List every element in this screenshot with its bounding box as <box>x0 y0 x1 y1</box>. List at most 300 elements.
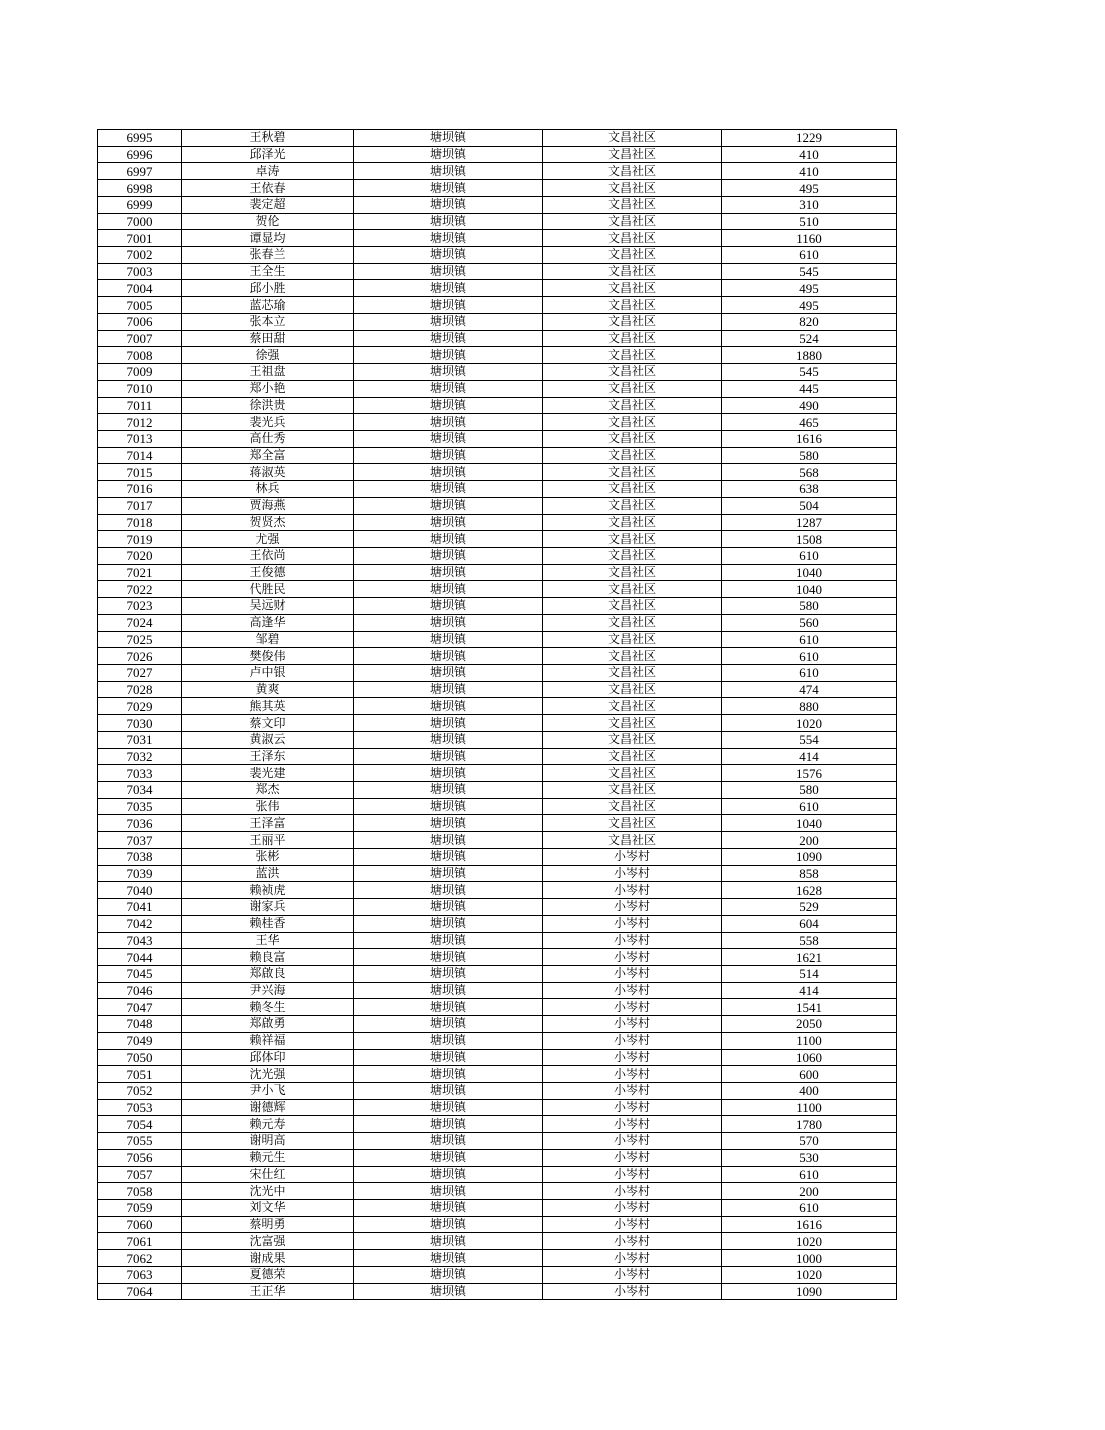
amount-cell: 545 <box>722 263 897 280</box>
name-cell: 郑小艳 <box>182 380 354 397</box>
row-number-cell: 7044 <box>98 949 182 966</box>
town-cell: 塘坝镇 <box>354 130 543 147</box>
amount-cell: 504 <box>722 497 897 514</box>
row-number-cell: 7050 <box>98 1049 182 1066</box>
community-cell: 小岑村 <box>543 848 722 865</box>
row-number-cell: 6996 <box>98 146 182 163</box>
table-row <box>98 598 897 615</box>
town-cell: 塘坝镇 <box>354 531 543 548</box>
amount-cell: 1780 <box>722 1116 897 1133</box>
row-number-cell: 7047 <box>98 999 182 1016</box>
row-number-cell: 7062 <box>98 1250 182 1267</box>
name-cell: 蒋淑英 <box>182 464 354 481</box>
name-cell: 蔡文印 <box>182 715 354 732</box>
town-cell: 塘坝镇 <box>354 1082 543 1099</box>
name-cell: 王全生 <box>182 263 354 280</box>
community-cell: 小岑村 <box>543 965 722 982</box>
town-cell: 塘坝镇 <box>354 497 543 514</box>
table-row <box>98 414 897 431</box>
table-row <box>98 1166 897 1183</box>
town-cell: 塘坝镇 <box>354 1216 543 1233</box>
row-number-cell: 7019 <box>98 531 182 548</box>
community-cell: 文昌社区 <box>543 598 722 615</box>
row-number-cell: 7000 <box>98 213 182 230</box>
name-cell: 樊俊伟 <box>182 648 354 665</box>
table-row <box>98 1099 897 1116</box>
community-cell: 文昌社区 <box>543 380 722 397</box>
name-cell: 赖冬生 <box>182 999 354 1016</box>
community-cell: 文昌社区 <box>543 297 722 314</box>
community-cell: 文昌社区 <box>543 748 722 765</box>
town-cell: 塘坝镇 <box>354 1032 543 1049</box>
community-cell: 文昌社区 <box>543 832 722 849</box>
community-cell: 小岑村 <box>543 1216 722 1233</box>
community-cell: 小岑村 <box>543 1183 722 1200</box>
row-number-cell: 7007 <box>98 330 182 347</box>
row-number-cell: 7023 <box>98 598 182 615</box>
community-cell: 文昌社区 <box>543 163 722 180</box>
amount-cell: 858 <box>722 865 897 882</box>
name-cell: 谢明高 <box>182 1133 354 1150</box>
name-cell: 邱小胜 <box>182 280 354 297</box>
table-row <box>98 1049 897 1066</box>
amount-cell: 410 <box>722 146 897 163</box>
row-number-cell: 7030 <box>98 715 182 732</box>
amount-cell: 580 <box>722 782 897 799</box>
town-cell: 塘坝镇 <box>354 1133 543 1150</box>
row-number-cell: 7058 <box>98 1183 182 1200</box>
table-row <box>98 614 897 631</box>
amount-cell: 604 <box>722 915 897 932</box>
name-cell: 熊其英 <box>182 698 354 715</box>
name-cell: 谢成果 <box>182 1250 354 1267</box>
table-row <box>98 213 897 230</box>
town-cell: 塘坝镇 <box>354 280 543 297</box>
community-cell: 文昌社区 <box>543 614 722 631</box>
name-cell: 郑杰 <box>182 782 354 799</box>
town-cell: 塘坝镇 <box>354 765 543 782</box>
community-cell: 文昌社区 <box>543 648 722 665</box>
community-cell: 文昌社区 <box>543 130 722 147</box>
name-cell: 张伟 <box>182 798 354 815</box>
community-cell: 小岑村 <box>543 1233 722 1250</box>
name-cell: 王华 <box>182 932 354 949</box>
name-cell: 蔡明勇 <box>182 1216 354 1233</box>
community-cell: 文昌社区 <box>543 731 722 748</box>
name-cell: 赖祯虎 <box>182 882 354 899</box>
community-cell: 文昌社区 <box>543 146 722 163</box>
row-number-cell: 6999 <box>98 196 182 213</box>
amount-cell: 545 <box>722 364 897 381</box>
name-cell: 裴定超 <box>182 196 354 213</box>
row-number-cell: 7029 <box>98 698 182 715</box>
amount-cell: 200 <box>722 1183 897 1200</box>
row-number-cell: 7053 <box>98 1099 182 1116</box>
row-number-cell: 7003 <box>98 263 182 280</box>
town-cell: 塘坝镇 <box>354 1233 543 1250</box>
amount-cell: 638 <box>722 481 897 498</box>
row-number-cell: 6998 <box>98 180 182 197</box>
table-row <box>98 949 897 966</box>
amount-cell: 1090 <box>722 1283 897 1300</box>
row-number-cell: 6995 <box>98 130 182 147</box>
community-cell: 文昌社区 <box>543 698 722 715</box>
name-cell: 卢中银 <box>182 665 354 682</box>
town-cell: 塘坝镇 <box>354 1283 543 1300</box>
table-row <box>98 1233 897 1250</box>
amount-cell: 495 <box>722 297 897 314</box>
row-number-cell: 7056 <box>98 1149 182 1166</box>
community-cell: 文昌社区 <box>543 497 722 514</box>
row-number-cell: 7057 <box>98 1166 182 1183</box>
table-row <box>98 1266 897 1283</box>
amount-cell: 514 <box>722 965 897 982</box>
town-cell: 塘坝镇 <box>354 848 543 865</box>
town-cell: 塘坝镇 <box>354 230 543 247</box>
name-cell: 贾海燕 <box>182 497 354 514</box>
row-number-cell: 7045 <box>98 965 182 982</box>
community-cell: 小岑村 <box>543 1266 722 1283</box>
community-cell: 小岑村 <box>543 1116 722 1133</box>
name-cell: 宋仕红 <box>182 1166 354 1183</box>
table-row <box>98 180 897 197</box>
name-cell: 高逢华 <box>182 614 354 631</box>
row-number-cell: 7060 <box>98 1216 182 1233</box>
town-cell: 塘坝镇 <box>354 782 543 799</box>
table-row <box>98 464 897 481</box>
row-number-cell: 7009 <box>98 364 182 381</box>
table-row <box>98 899 897 916</box>
table-row <box>98 497 897 514</box>
name-cell: 沈光强 <box>182 1066 354 1083</box>
name-cell: 王丽平 <box>182 832 354 849</box>
row-number-cell: 7011 <box>98 397 182 414</box>
town-cell: 塘坝镇 <box>354 999 543 1016</box>
name-cell: 郑啟良 <box>182 965 354 982</box>
name-cell: 郑全富 <box>182 447 354 464</box>
amount-cell: 820 <box>722 313 897 330</box>
table-row <box>98 848 897 865</box>
community-cell: 文昌社区 <box>543 547 722 564</box>
row-number-cell: 7008 <box>98 347 182 364</box>
community-cell: 小岑村 <box>543 1250 722 1267</box>
community-cell: 文昌社区 <box>543 397 722 414</box>
amount-cell: 568 <box>722 464 897 481</box>
community-cell: 小岑村 <box>543 1082 722 1099</box>
amount-cell: 560 <box>722 614 897 631</box>
table-row <box>98 1149 897 1166</box>
amount-cell: 474 <box>722 681 897 698</box>
town-cell: 塘坝镇 <box>354 1200 543 1217</box>
name-cell: 蓝芯瑜 <box>182 297 354 314</box>
row-number-cell: 7042 <box>98 915 182 932</box>
community-cell: 小岑村 <box>543 1200 722 1217</box>
amount-cell: 610 <box>722 631 897 648</box>
name-cell: 贺贤杰 <box>182 514 354 531</box>
community-cell: 小岑村 <box>543 1283 722 1300</box>
town-cell: 塘坝镇 <box>354 547 543 564</box>
town-cell: 塘坝镇 <box>354 247 543 264</box>
row-number-cell: 7013 <box>98 430 182 447</box>
row-number-cell: 7022 <box>98 581 182 598</box>
town-cell: 塘坝镇 <box>354 213 543 230</box>
table-row <box>98 1250 897 1267</box>
table-row <box>98 263 897 280</box>
community-cell: 小岑村 <box>543 982 722 999</box>
town-cell: 塘坝镇 <box>354 464 543 481</box>
row-number-cell: 7010 <box>98 380 182 397</box>
name-cell: 尤强 <box>182 531 354 548</box>
table-row <box>98 681 897 698</box>
row-number-cell: 7052 <box>98 1082 182 1099</box>
community-cell: 文昌社区 <box>543 665 722 682</box>
table-row <box>98 313 897 330</box>
row-number-cell: 7033 <box>98 765 182 782</box>
row-number-cell: 7025 <box>98 631 182 648</box>
amount-cell: 524 <box>722 330 897 347</box>
amount-cell: 610 <box>722 648 897 665</box>
row-number-cell: 7018 <box>98 514 182 531</box>
name-cell: 王祖盘 <box>182 364 354 381</box>
community-cell: 小岑村 <box>543 1032 722 1049</box>
community-cell: 文昌社区 <box>543 280 722 297</box>
community-cell: 文昌社区 <box>543 464 722 481</box>
town-cell: 塘坝镇 <box>354 397 543 414</box>
community-cell: 小岑村 <box>543 1099 722 1116</box>
table-row <box>98 665 897 682</box>
town-cell: 塘坝镇 <box>354 564 543 581</box>
town-cell: 塘坝镇 <box>354 614 543 631</box>
community-cell: 文昌社区 <box>543 581 722 598</box>
table-row <box>98 798 897 815</box>
town-cell: 塘坝镇 <box>354 1166 543 1183</box>
amount-cell: 600 <box>722 1066 897 1083</box>
name-cell: 赖祥福 <box>182 1032 354 1049</box>
community-cell: 小岑村 <box>543 882 722 899</box>
community-cell: 文昌社区 <box>543 447 722 464</box>
table-body <box>98 130 897 1300</box>
name-cell: 代胜民 <box>182 581 354 598</box>
amount-cell: 1508 <box>722 531 897 548</box>
amount-cell: 1020 <box>722 1266 897 1283</box>
table-row <box>98 481 897 498</box>
table-row <box>98 782 897 799</box>
amount-cell: 554 <box>722 731 897 748</box>
town-cell: 塘坝镇 <box>354 865 543 882</box>
amount-cell: 465 <box>722 414 897 431</box>
community-cell: 小岑村 <box>543 915 722 932</box>
amount-cell: 1020 <box>722 1233 897 1250</box>
name-cell: 谢家兵 <box>182 899 354 916</box>
table-row <box>98 247 897 264</box>
amount-cell: 1628 <box>722 882 897 899</box>
town-cell: 塘坝镇 <box>354 330 543 347</box>
community-cell: 文昌社区 <box>543 481 722 498</box>
row-number-cell: 7021 <box>98 564 182 581</box>
town-cell: 塘坝镇 <box>354 380 543 397</box>
table-row <box>98 1200 897 1217</box>
town-cell: 塘坝镇 <box>354 430 543 447</box>
row-number-cell: 7037 <box>98 832 182 849</box>
amount-cell: 200 <box>722 832 897 849</box>
town-cell: 塘坝镇 <box>354 665 543 682</box>
amount-cell: 1616 <box>722 1216 897 1233</box>
table-row <box>98 397 897 414</box>
community-cell: 小岑村 <box>543 949 722 966</box>
name-cell: 沈富强 <box>182 1233 354 1250</box>
table-row <box>98 715 897 732</box>
row-number-cell: 7024 <box>98 614 182 631</box>
name-cell: 沈光中 <box>182 1183 354 1200</box>
town-cell: 塘坝镇 <box>354 514 543 531</box>
row-number-cell: 7040 <box>98 882 182 899</box>
town-cell: 塘坝镇 <box>354 915 543 932</box>
amount-cell: 1616 <box>722 430 897 447</box>
community-cell: 小岑村 <box>543 1149 722 1166</box>
row-number-cell: 7005 <box>98 297 182 314</box>
table-row <box>98 430 897 447</box>
table-row <box>98 1066 897 1083</box>
town-cell: 塘坝镇 <box>354 481 543 498</box>
name-cell: 谢德辉 <box>182 1099 354 1116</box>
table-row <box>98 648 897 665</box>
row-number-cell: 7004 <box>98 280 182 297</box>
town-cell: 塘坝镇 <box>354 1049 543 1066</box>
row-number-cell: 7063 <box>98 1266 182 1283</box>
row-number-cell: 7031 <box>98 731 182 748</box>
table-row <box>98 1116 897 1133</box>
table-row <box>98 564 897 581</box>
name-cell: 高仕秀 <box>182 430 354 447</box>
table-row <box>98 1283 897 1300</box>
table-row <box>98 815 897 832</box>
table-row <box>98 765 897 782</box>
row-number-cell: 7038 <box>98 848 182 865</box>
community-cell: 文昌社区 <box>543 330 722 347</box>
name-cell: 谭显均 <box>182 230 354 247</box>
amount-cell: 445 <box>722 380 897 397</box>
name-cell: 王泽富 <box>182 815 354 832</box>
amount-cell: 1040 <box>722 581 897 598</box>
amount-cell: 610 <box>722 665 897 682</box>
row-number-cell: 7028 <box>98 681 182 698</box>
name-cell: 尹小飞 <box>182 1082 354 1099</box>
town-cell: 塘坝镇 <box>354 581 543 598</box>
row-number-cell: 7046 <box>98 982 182 999</box>
amount-cell: 610 <box>722 1200 897 1217</box>
town-cell: 塘坝镇 <box>354 982 543 999</box>
town-cell: 塘坝镇 <box>354 347 543 364</box>
community-cell: 小岑村 <box>543 1016 722 1033</box>
table-row <box>98 297 897 314</box>
town-cell: 塘坝镇 <box>354 698 543 715</box>
community-cell: 文昌社区 <box>543 531 722 548</box>
community-cell: 文昌社区 <box>543 230 722 247</box>
amount-cell: 495 <box>722 180 897 197</box>
town-cell: 塘坝镇 <box>354 364 543 381</box>
amount-cell: 1100 <box>722 1099 897 1116</box>
table-row <box>98 932 897 949</box>
amount-cell: 490 <box>722 397 897 414</box>
row-number-cell: 7014 <box>98 447 182 464</box>
table-row <box>98 581 897 598</box>
community-cell: 文昌社区 <box>543 313 722 330</box>
town-cell: 塘坝镇 <box>354 196 543 213</box>
town-cell: 塘坝镇 <box>354 798 543 815</box>
amount-cell: 610 <box>722 547 897 564</box>
community-cell: 小岑村 <box>543 1049 722 1066</box>
name-cell: 裴光建 <box>182 765 354 782</box>
amount-cell: 1040 <box>722 815 897 832</box>
table-row <box>98 364 897 381</box>
table-row <box>98 1032 897 1049</box>
community-cell: 文昌社区 <box>543 681 722 698</box>
community-cell: 小岑村 <box>543 1066 722 1083</box>
row-number-cell: 7027 <box>98 665 182 682</box>
amount-cell: 880 <box>722 698 897 715</box>
name-cell: 赖良富 <box>182 949 354 966</box>
community-cell: 文昌社区 <box>543 782 722 799</box>
town-cell: 塘坝镇 <box>354 631 543 648</box>
table-row <box>98 882 897 899</box>
row-number-cell: 7064 <box>98 1283 182 1300</box>
amount-cell: 610 <box>722 798 897 815</box>
community-cell: 小岑村 <box>543 932 722 949</box>
table-row <box>98 1016 897 1033</box>
town-cell: 塘坝镇 <box>354 1250 543 1267</box>
town-cell: 塘坝镇 <box>354 1066 543 1083</box>
table-row <box>98 748 897 765</box>
town-cell: 塘坝镇 <box>354 1016 543 1033</box>
community-cell: 文昌社区 <box>543 815 722 832</box>
amount-cell: 1040 <box>722 564 897 581</box>
community-cell: 文昌社区 <box>543 514 722 531</box>
name-cell: 王秋碧 <box>182 130 354 147</box>
community-cell: 小岑村 <box>543 865 722 882</box>
amount-cell: 400 <box>722 1082 897 1099</box>
name-cell: 林兵 <box>182 481 354 498</box>
town-cell: 塘坝镇 <box>354 832 543 849</box>
name-cell: 夏德荣 <box>182 1266 354 1283</box>
community-cell: 文昌社区 <box>543 347 722 364</box>
name-cell: 刘文华 <box>182 1200 354 1217</box>
table-row <box>98 447 897 464</box>
amount-cell: 1100 <box>722 1032 897 1049</box>
table-row <box>98 965 897 982</box>
name-cell: 张本立 <box>182 313 354 330</box>
amount-cell: 1287 <box>722 514 897 531</box>
community-cell: 文昌社区 <box>543 798 722 815</box>
name-cell: 吴远财 <box>182 598 354 615</box>
town-cell: 塘坝镇 <box>354 899 543 916</box>
community-cell: 文昌社区 <box>543 196 722 213</box>
amount-cell: 580 <box>722 598 897 615</box>
table-row <box>98 999 897 1016</box>
amount-cell: 530 <box>722 1149 897 1166</box>
name-cell: 张春兰 <box>182 247 354 264</box>
row-number-cell: 7015 <box>98 464 182 481</box>
community-cell: 文昌社区 <box>543 180 722 197</box>
row-number-cell: 7012 <box>98 414 182 431</box>
table-row <box>98 146 897 163</box>
row-number-cell: 6997 <box>98 163 182 180</box>
record-table <box>97 129 897 1300</box>
row-number-cell: 7041 <box>98 899 182 916</box>
town-cell: 塘坝镇 <box>354 414 543 431</box>
community-cell: 文昌社区 <box>543 247 722 264</box>
row-number-cell: 7016 <box>98 481 182 498</box>
town-cell: 塘坝镇 <box>354 1099 543 1116</box>
